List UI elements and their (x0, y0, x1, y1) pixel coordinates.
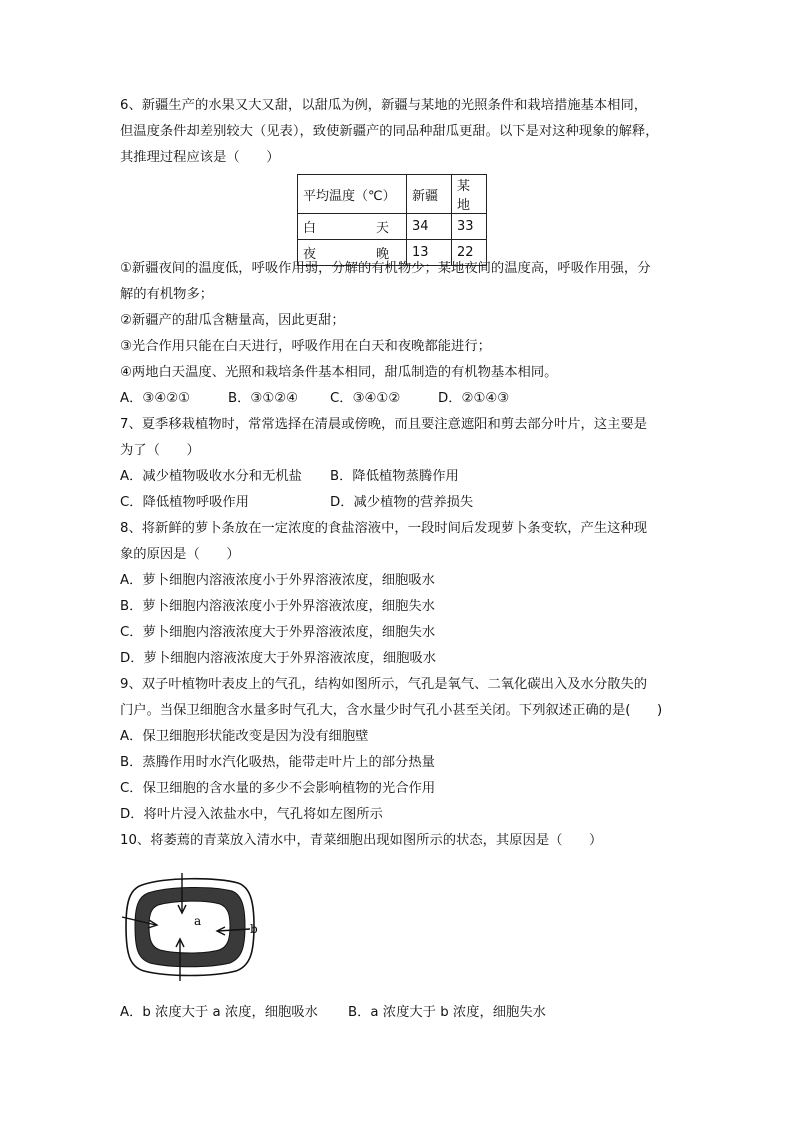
row-label: 白 天 (303, 221, 389, 236)
table-cell: 13 (407, 240, 452, 266)
q6-option-a: A．③④②① (120, 391, 191, 406)
q6-option-d: D．②①④③ (438, 391, 510, 406)
q8-option-d: D．萝卜细胞内溶液浓度大于外界溶液浓度，细胞吸水 (120, 651, 437, 666)
table-row (298, 214, 487, 240)
q10-option-a: A．b 浓度大于 a 浓度，细胞吸水 (120, 1005, 318, 1020)
table-header-cell: 新疆 (407, 175, 452, 214)
q9-stem-line-2: 门户。当保卫细胞含水量多时气孔大，含水量少时气孔小甚至关闭。下列叙述正确的是( ) (120, 703, 663, 718)
q10-option-b: B．a 浓度大于 b 浓度，细胞失水 (348, 1005, 546, 1020)
table-header-cell: 某地 (452, 175, 487, 214)
q9-option-c: C．保卫细胞的含水量的多少不会影响植物的光合作用 (120, 781, 436, 796)
label-a: a (194, 914, 202, 928)
q7-option-c: C．降低植物呼吸作用 (120, 495, 249, 510)
table-cell: 33 (452, 214, 487, 240)
q6-stem-line-2: 但温度条件却差别较大（见表），致使新疆产的同品种甜瓜更甜。以下是对这种现象的解释， (120, 124, 659, 139)
q10-stem: 10、将萎蔫的青菜放入清水中，青菜细胞出现如图所示的状态，其原因是（ ） (120, 833, 603, 848)
q9-option-b: B．蒸腾作用时水汽化吸热，能带走叶片上的部分热量 (120, 755, 435, 770)
q6-stem-line-1: 6、新疆生产的水果又大又甜，以甜瓜为例，新疆与某地的光照条件和栽培措施基本相同， (120, 98, 648, 113)
q7-option-a: A．减少植物吸收水分和无机盐 (120, 469, 302, 484)
q8-option-c: C．萝卜细胞内溶液浓度大于外界溶液浓度，细胞失水 (120, 625, 436, 640)
row-label: 夜 晚 (303, 247, 389, 262)
q6-statement: ②新疆产的甜瓜含糖量高，因此更甜； (120, 313, 345, 328)
table-header-row (298, 175, 487, 214)
q6-option-b: B．③①②④ (228, 391, 299, 406)
temperature-table (297, 174, 487, 266)
q6-statement: ①新疆夜间的温度低，呼吸作用弱，分解的有机物少；某地夜间的温度高，呼吸作用强，分 (120, 261, 651, 276)
q6-statement: ③光合作用只能在白天进行，呼吸作用在白天和夜晚都能进行； (120, 339, 491, 354)
q8-stem-line-1: 8、将新鲜的萝卜条放在一定浓度的食盐溶液中，一段时间后发现萝卜条变软，产生这种现 (120, 521, 648, 536)
q6-statement: 解的有机物多； (120, 287, 214, 302)
q7-option-b: B．降低植物蒸腾作用 (330, 469, 459, 484)
q9-option-a: A．保卫细胞形状能改变是因为没有细胞壁 (120, 729, 369, 744)
q6-option-c: C．③④①② (330, 391, 401, 406)
q9-option-d: D．将叶片浸入浓盐水中，气孔将如左图所示 (120, 807, 383, 822)
q8-option-a: A．萝卜细胞内溶液浓度小于外界溶液浓度，细胞吸水 (120, 573, 435, 588)
q8-stem-line-2: 象的原因是（ ） (120, 547, 240, 562)
table-header-cell: 平均温度（℃） (298, 175, 407, 214)
q6-statement: ④两地白天温度、光照和栽培条件基本相同，甜瓜制造的有机物基本相同。 (120, 365, 558, 380)
q7-stem-line-2: 为了（ ） (120, 443, 200, 458)
q9-stem-line-1: 9、双子叶植物叶表皮上的气孔，结构如图所示，气孔是氧气、二氧化碳出入及水分散失的 (120, 677, 648, 692)
q7-option-d: D．减少植物的营养损失 (330, 495, 474, 510)
plant-cell-figure (120, 871, 260, 981)
q7-stem-line-1: 7、夏季移栽植物时，常常选择在清晨或傍晚，而且要注意遮阳和剪去部分叶片，这主要是 (120, 417, 648, 432)
table-cell: 34 (407, 214, 452, 240)
table-cell: 22 (452, 240, 487, 266)
label-b: b (250, 922, 258, 936)
vacuole (149, 901, 230, 953)
q8-option-b: B．萝卜细胞内溶液浓度小于外界溶液浓度，细胞失水 (120, 599, 435, 614)
q6-stem-line-3: 其推理过程应该是（ ） (120, 150, 280, 165)
